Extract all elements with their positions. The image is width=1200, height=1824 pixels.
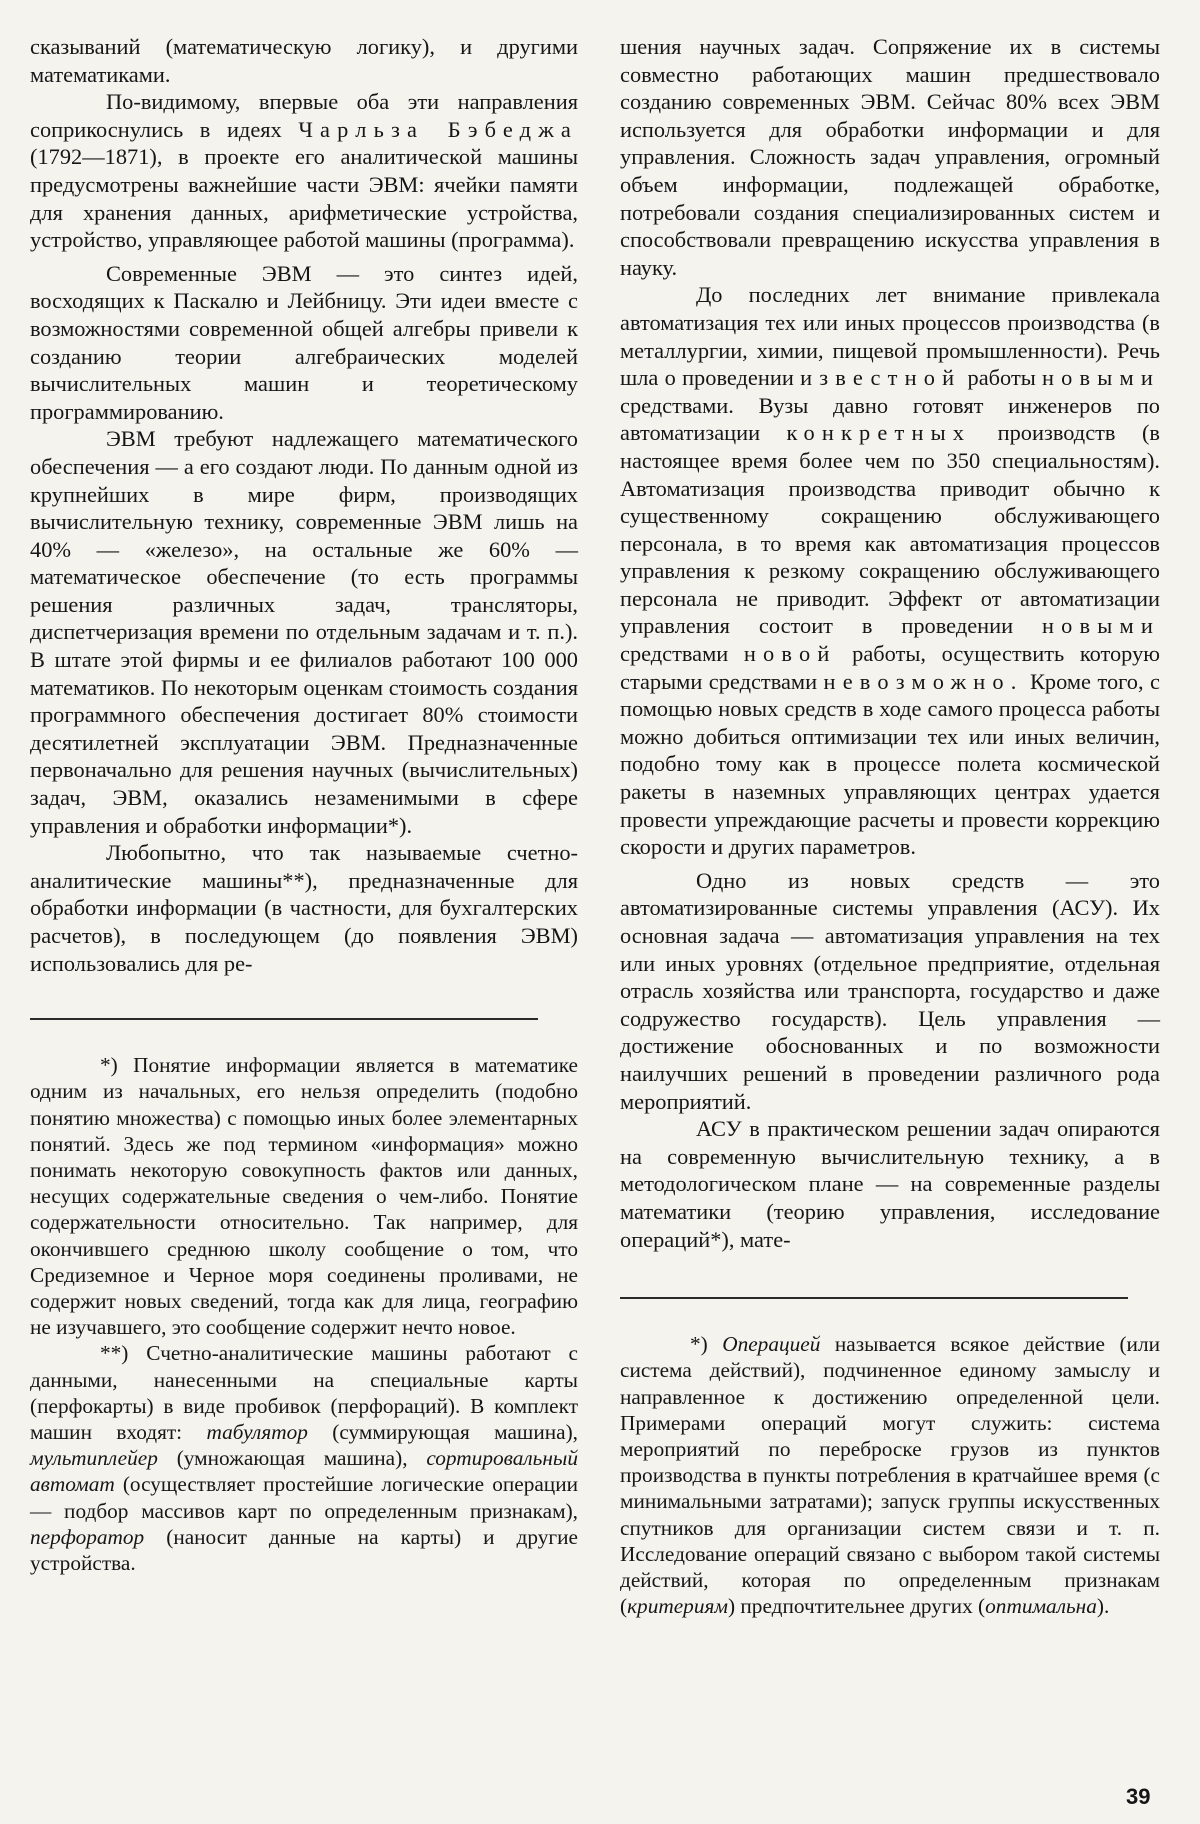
paragraph-asu-methods: АСУ в практическом решении задач опираются на современную вычислительную технику, а в методологическом плане — на современные разделы математики (теорию управления, исследование операций*), мате- <box>620 1116 1160 1252</box>
text-run: Кроме того, с помощью новых средств в ходе самого процесса работы можно добиться оптимизации тех или иных величин, подобно тому как в процессе полета космической ракеты в наземных управляющих центрах удается провести упреждающие расчеты и провести коррекцию скорости и других параметров. <box>620 668 1160 860</box>
paragraph-automation <box>620 281 1160 860</box>
text-run: По-видимому, впервые оба эти направления соприкоснулись в идеях <box>30 89 578 142</box>
term-perforator: перфоратор <box>30 1524 145 1549</box>
paragraph-babbage <box>30 88 578 254</box>
text-run: называется всякое действие (или система действий), подчиненное единому замыслу и направленное к достижению определенной цели. Примерами операций могут служить: система мероприятий по переброске грузов из пунктов производства в пункты потребления в кратчайшее время (с минимальными затратами); запуск группы искусственных спутников для организации систем связи и т. п. Исследование операций связано с выбором такой системы действий, которая по определенным признакам ( <box>620 1332 1160 1619</box>
paragraph-continued: шения научных задач. Сопряжение их в системы совместно работающих машин предшествовало созданию современных ЭВМ. Сейчас 80% всех ЭВМ используется для обработки информации и для управления. Сложность задач управления, огромный объем информации, подлежащей обработке, потребовали создания специализированных систем и способствовали превращению искусства управления в науку. <box>620 34 1160 280</box>
page-number: 39 <box>1126 1784 1151 1809</box>
text-run: *) <box>690 1332 723 1357</box>
text-run: До последних лет внимание привлекала автоматизация тех или иных процессов производства (в металлургии, химии, пищевой промышленности). Речь шла о проведении <box>620 282 1160 391</box>
text-run: **) Счетно-аналитические машины работают с данными, нанесенными на специальные карты (перфокарты) в виде пробивок (перфораций). В комплект машин входят: <box>30 1341 578 1445</box>
paragraph-software: ЭВМ требуют надлежащего математического обеспечения — а его создают люди. По данным одной из крупнейших в мире фирм, производящих вычислительную технику, современные ЭВМ лишь на 40% — «железо», на остальные же 60% — математическое обеспечение (то есть программы решения различных задач, трансляторы, диспетчеризация времени по отдельным задачам и т. п.). В штате этой фирмы и ее филиалов работают 100 000 математиков. По некоторым оценкам стоимость создания программного обеспечения достигает 80% стоимости десятилетней эксплуатации ЭВМ. Предназначенные первоначально для решения научных (вычислительных) задач, ЭВМ, оказались незаменимыми в сфере управления и обработки информации*). <box>30 426 578 838</box>
left-footnotes <box>30 1052 578 1576</box>
spaced-word: новыми <box>1042 613 1160 639</box>
text-run: работы, осуществить которую старыми средствами <box>620 641 1160 694</box>
spaced-word: новыми <box>1042 365 1160 391</box>
right-column <box>620 33 1160 1619</box>
text-run: средствами. Вузы давно готовят инженеров по автоматизации <box>620 392 1160 446</box>
spaced-word: невозможно. <box>823 668 1024 694</box>
footnote-divider <box>30 1018 538 1020</box>
spaced-word: новой <box>743 641 837 667</box>
text-run: средствами <box>620 641 744 667</box>
term-operation: Операцией <box>722 1332 821 1357</box>
term-criteria: критериям <box>627 1594 728 1619</box>
term-multiplier: мультиплейер <box>30 1446 158 1471</box>
spaced-word: конкретных <box>786 420 972 446</box>
paragraph-continued: сказываний (математическую логику), и другими математиками. <box>30 34 578 87</box>
spaced-word: известной <box>800 365 962 391</box>
right-footnotes <box>620 1331 1160 1619</box>
footnote-tabulating-machines <box>30 1340 578 1576</box>
left-column <box>30 33 578 1576</box>
text-run: (суммирующая машина), <box>307 1420 578 1445</box>
footnote-information: *) Понятие информации является в математике одним из начальных, его нельзя определить (подобно понятию множества) с помощью иных более элементарных понятий. Здесь же под термином «информация» можно понимать некоторую совокупность фактов или данных, несущих содержательные сведения о чем-либо. Понятие содержательности относительно. Так например, для окончившего среднюю школу сообщение о том, что Средиземное и Черное моря соединены проливами, не содержит новых сведений, тогда как для лица, географию не изучавшего, это сообщение содержит нечто новое. <box>30 1053 578 1340</box>
text-run: производств (в настоящее время более чем по 350 специальностям). Автоматизация производства приводит обычно к существенному сокращению обслуживающего персонала, в то время как автоматизация процессов управления к резкому сокращению обслуживающего персонала не приводит. Эффект от автоматизации управления состоит в проведении <box>620 420 1160 639</box>
text-run: (умножающая машина), <box>157 1446 427 1471</box>
paragraph-tabulating-machines: Любопытно, что так называемые счетно-аналитические машины**), предназначенные для обработки информации (в частности, для бухгалтерских расчетов), в последующем (до появления ЭВМ) использовались для ре- <box>30 840 578 976</box>
paragraph-modern-computers: Современные ЭВМ — это синтез идей, восходящих к Паскалю и Лейбницу. Эти идеи вместе с возможностями современной общей алгебры привели к созданию теории алгебраических моделей вычислительных машин и теоретическому программированию. <box>30 260 578 424</box>
paragraph-asu: Одно из новых средств — это автоматизированные системы управления (АСУ). Их основная задача — автоматизация управления на тех или иных уровнях (отдельное предприятие, отдельная отрасль хозяйства или транспорта, государство и даже содружество государств). Цель управления — достижение обоснованных и по возможности наилучших решений в проведении различного рода мероприятий. <box>620 867 1160 1114</box>
text-run: ). <box>1096 1594 1110 1619</box>
footnote-divider <box>620 1297 1128 1299</box>
text-run: (1792—1871), в проекте его аналитической машины предусмотрены важнейшие части ЭВМ: ячейки памяти для хранения данных, арифметические устройства, устройство, управляющее работой машины (программа). <box>30 144 578 253</box>
term-tabulator: табулятор <box>206 1420 308 1445</box>
footnote-operation <box>620 1331 1160 1619</box>
text-run: ) предпочтительнее других ( <box>727 1594 986 1619</box>
text-run: (осуществляет простейшие логические операции — подбор массивов карт по определенным признакам), <box>30 1472 578 1523</box>
text-run: (наносит данные на карты) и другие устройства. <box>30 1524 578 1576</box>
name-babbage: Чарльза Бэбеджа <box>298 116 578 142</box>
text-run: работы <box>961 365 1043 391</box>
term-sorter: сортировальный автомат <box>30 1446 578 1497</box>
term-optimal: оптимальна <box>985 1594 1097 1619</box>
